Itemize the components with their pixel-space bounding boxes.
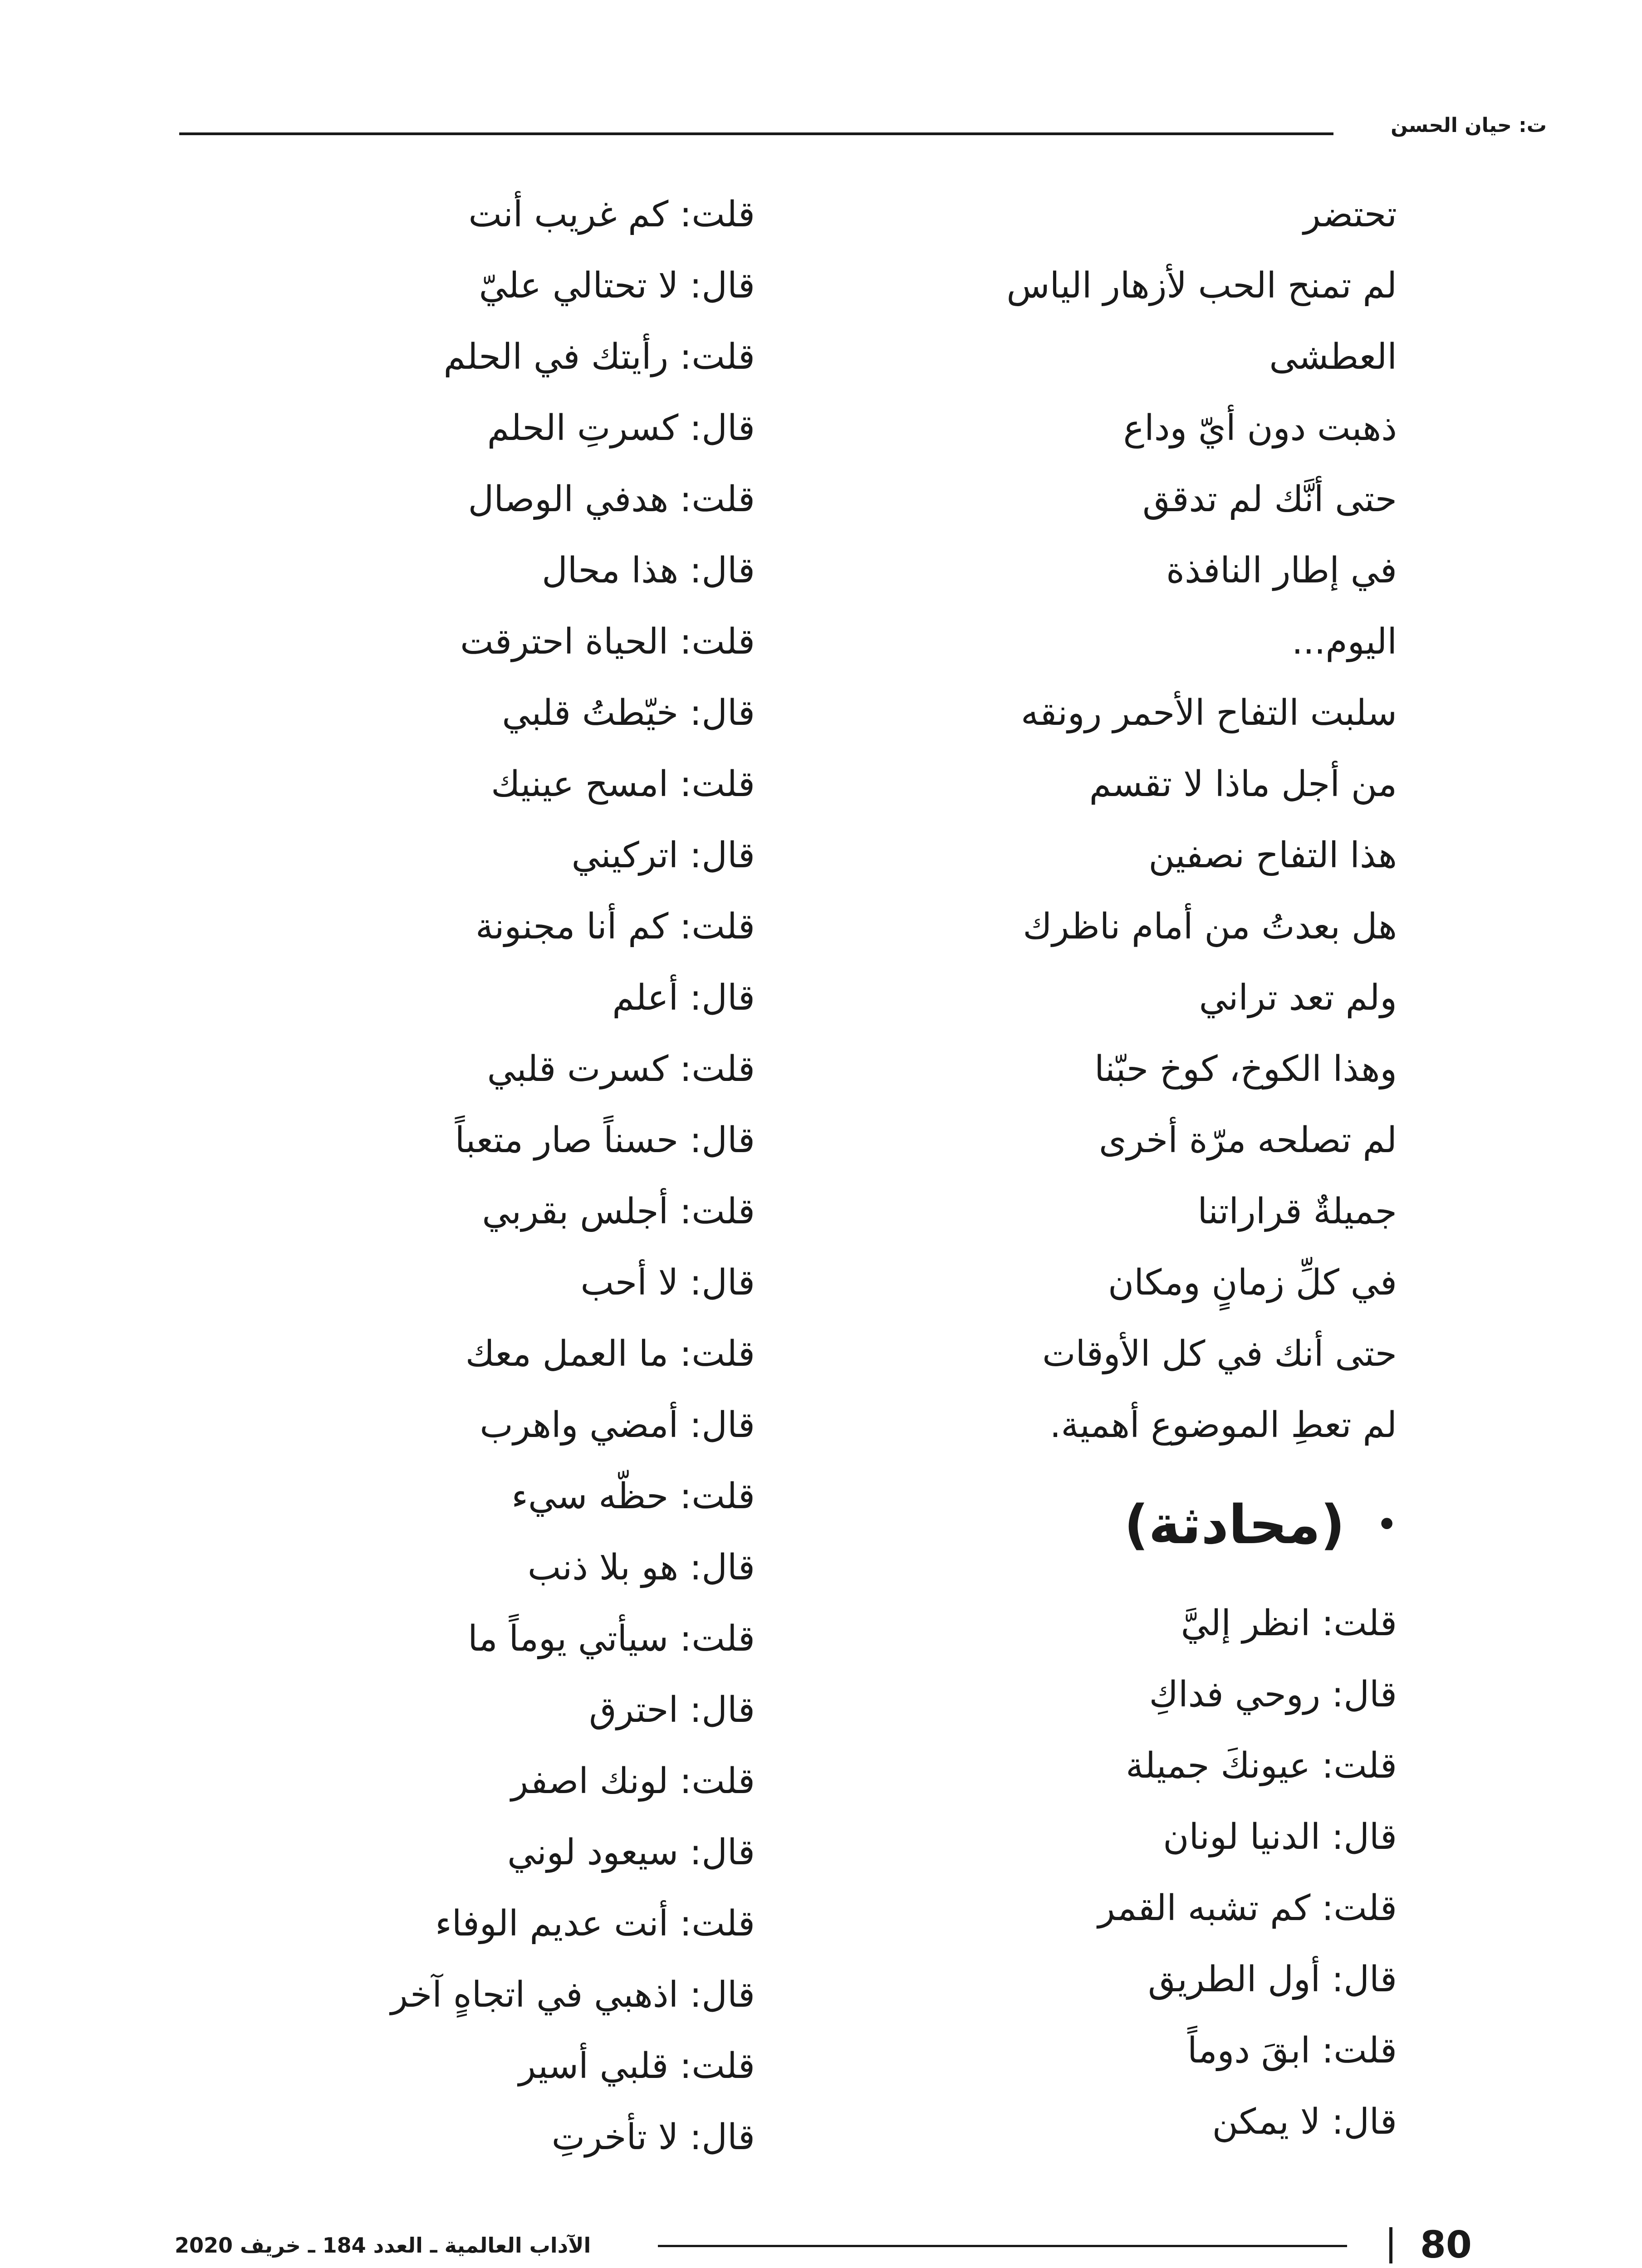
dialogue-line: قلت: كم غريب أنت bbox=[468, 194, 755, 235]
section-title: (محادثة) bbox=[1124, 1493, 1345, 1556]
footer-divider-bar bbox=[1389, 2227, 1392, 2263]
dialogue-line: قال: روحي فداكِ bbox=[1149, 1674, 1397, 1715]
poem-line: تحتضر bbox=[1303, 194, 1397, 235]
dialogue-line: قلت: لونك اصفر bbox=[511, 1761, 755, 1802]
dialogue-line: قال: خيّطتُ قلبي bbox=[502, 693, 755, 733]
poem-line: ولم تعد تراني bbox=[1199, 978, 1397, 1018]
dialogue-line: قال: الدنيا لونان bbox=[1163, 1817, 1397, 1857]
poem-line: اليوم... bbox=[1292, 621, 1397, 662]
page-number: 80 bbox=[1420, 2224, 1472, 2267]
dialogue-line: قلت: انظر إليَّ bbox=[1181, 1603, 1397, 1644]
poem-line: حتى أنك في كل الأوقات bbox=[1042, 1334, 1397, 1374]
page-footer bbox=[175, 2214, 1472, 2268]
dialogue-line: قال: اذهبي في اتجاهٍ آخر bbox=[391, 1975, 755, 2015]
dialogue-line: قال: لا تحتالي عليّ bbox=[479, 265, 755, 306]
poem-line: في إطار النافذة bbox=[1166, 550, 1397, 591]
dialogue-line: قال: هذا محال bbox=[542, 550, 755, 591]
poem-line: لم تعطِ الموضوع أهمية. bbox=[1049, 1405, 1397, 1446]
dialogue-line: قلت: رأيتك في الحلم bbox=[443, 337, 755, 377]
poem-line: جميلةٌ قراراتنا bbox=[1197, 1191, 1397, 1232]
dialogue-line: قلت: أجلس بقربي bbox=[482, 1191, 755, 1232]
poem-line: في كلِّ زمانٍ ومكان bbox=[1108, 1262, 1397, 1303]
dialogue-line: قلت: هدفي الوصال bbox=[468, 479, 755, 520]
dialogue-line: قال: حسناً صار متعباً bbox=[455, 1120, 755, 1161]
left-column bbox=[165, 179, 755, 2173]
dialogue-line: قلت: الحياة احترقت bbox=[460, 621, 755, 662]
dialogue-line: قال: اتركيني bbox=[571, 835, 755, 876]
dialogue-line: قلت: قلبي أسير bbox=[519, 2046, 755, 2087]
dialogue-line: قال: سيعود لوني bbox=[507, 1832, 755, 1873]
dialogue-line: قلت: ابقَ دوماً bbox=[1187, 2030, 1397, 2071]
dialogue-line: قلت: كسرت قلبي bbox=[487, 1049, 755, 1090]
dialogue-line: قلت: كم أنا مجنونة bbox=[475, 906, 755, 947]
dialogue-line: قلت: كم تشبه القمر bbox=[1098, 1888, 1397, 1929]
poem-line: لم تصلحه مرّة أخرى bbox=[1098, 1120, 1397, 1161]
poem-line: لم تمنح الحب لأزهار الياس bbox=[1006, 265, 1397, 306]
poem-line: حتى أنَّك لم تدقق bbox=[1142, 479, 1397, 520]
footer-rule bbox=[658, 2245, 1347, 2247]
dialogue-line: قلت: عيونكَ جميلة bbox=[1126, 1745, 1397, 1786]
dialogue-line: قلت: سيأتي يوماً ما bbox=[468, 1618, 755, 1659]
dialogue-line: قلت: أنت عديم الوفاء bbox=[435, 1903, 755, 1944]
dialogue-line: قال: لا يمكن bbox=[1212, 2102, 1397, 2142]
dialogue-line: قال: أمضي واهرب bbox=[480, 1405, 755, 1446]
poem-line: وهذا الكوخ، كوخ حبّنا bbox=[1094, 1049, 1397, 1090]
poem-line: هذا التفاح نصفين bbox=[1148, 835, 1397, 876]
poem-line: العطشى bbox=[1269, 337, 1397, 377]
bullet-icon: • bbox=[1377, 1506, 1397, 1543]
dialogue-line: قال: كسرتِ الحلم bbox=[487, 408, 755, 449]
poem-line: من أجل ماذا لا تقسم bbox=[1089, 764, 1397, 805]
poem-line: ذهبت دون أيّ وداع bbox=[1123, 408, 1397, 449]
dialogue-line: قال: لا أحب bbox=[580, 1262, 755, 1303]
page-header bbox=[179, 105, 1547, 146]
poem-line: هل بعدتُ من أمام ناظرك bbox=[1023, 906, 1397, 947]
section-heading bbox=[716, 1461, 1397, 1588]
translator-credit: ت: حيان الحسن bbox=[1391, 114, 1547, 137]
dialogue-line: قلت: حظّه سيء bbox=[511, 1476, 755, 1517]
poem-line: سلبت التفاح الأحمر رونقه bbox=[1020, 693, 1397, 733]
dialogue-line: قلت: ما العمل معك bbox=[465, 1334, 755, 1374]
dialogue-line: قال: احترق bbox=[589, 1690, 755, 1730]
header-rule bbox=[179, 132, 1333, 135]
journal-info: الآداب العالمية ـ العدد 184 ـ خريف 2020 bbox=[175, 2233, 591, 2258]
dialogue-line: قال: هو بلا ذنب bbox=[527, 1547, 755, 1588]
dialogue-line: قال: لا تأخرتِ bbox=[551, 2117, 755, 2158]
dialogue-line: قال: أول الطريق bbox=[1148, 1959, 1397, 2000]
dialogue-line: قال: أعلم bbox=[612, 978, 755, 1018]
dialogue-line: قلت: امسح عينيك bbox=[491, 764, 755, 805]
right-column bbox=[716, 179, 1397, 2158]
